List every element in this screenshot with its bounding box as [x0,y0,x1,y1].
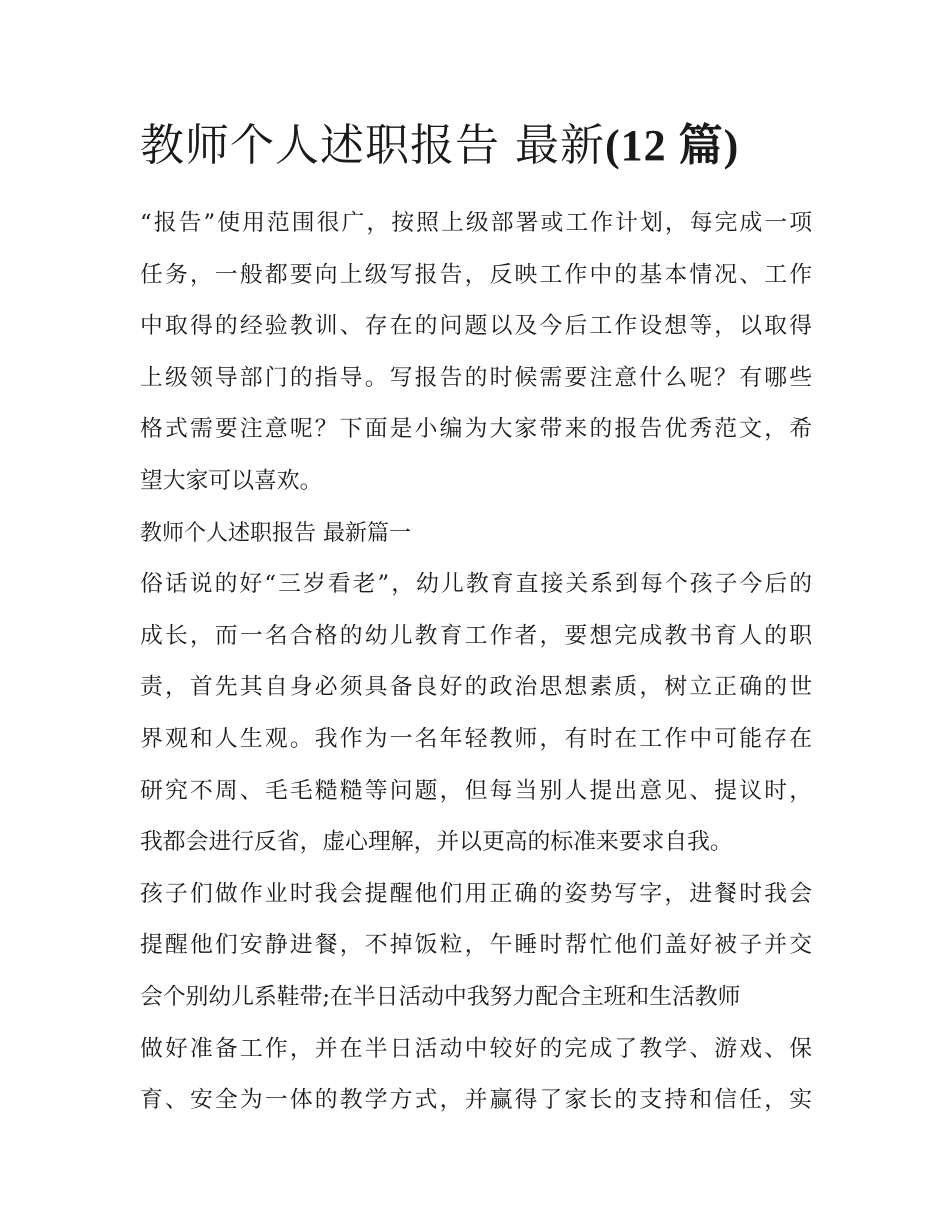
document-body [140,198,812,1127]
paragraph1-line: 俗话说的好“三岁看老”，幼儿教育直接关系到每个孩子今后的 [140,571,812,598]
section-heading: 教师个人述职报告 最新篇一 [140,520,411,546]
intro-line: 中取得的经验教训、存在的问题以及今后工作设想等，以取得 [140,313,812,340]
intro-line: 望大家可以喜欢。 [140,467,323,494]
paragraph2-line: 育、安全为一体的教学方式，并赢得了家长的支持和信任，实 [140,1087,812,1114]
paragraph2-line: 做好准备工作，并在半日活动中较好的完成了教学、游戏、保 [140,1035,812,1062]
title-count: (12 篇) [605,121,740,170]
paragraph1-line: 成长，而一名合格的幼儿教育工作者，要想完成教书育人的职 [140,622,812,649]
title-text: 教师个人述职报告 最新 [140,120,605,171]
paragraph1-line: 研究不周、毛毛糙糙等问题，但每当别人提出意见、提议时， [140,777,812,804]
intro-line: 任务，一般都要向上级写报告，反映工作中的基本情况、工作 [140,261,812,288]
paragraph2-line: 孩子们做作业时我会提醒他们用正确的姿势写字，进餐时我会 [140,880,812,907]
paragraph2-line: 提醒他们安静进餐，不掉饭粒，午睡时帮忙他们盖好被子并交 [140,932,812,959]
intro-line: 上级领导部门的指导。写报告的时候需要注意什么呢？有哪些 [140,364,812,391]
paragraph1-line: 界观和人生观。我作为一名年轻教师，有时在工作中可能存在 [140,725,812,752]
intro-line: 格式需要注意呢？下面是小编为大家带来的报告优秀范文，希 [140,416,812,443]
intro-line: “报告”使用范围很广，按照上级部署或工作计划，每完成一项 [140,210,812,236]
paragraph2-line: 会个别幼儿系鞋带;在半日活动中我努力配合主班和生活教师 [140,983,741,1010]
paragraph1-line: 责，首先其自身必须具备良好的政治思想素质，树立正确的世 [140,674,812,701]
paragraph1-line: 我都会进行反省，虚心理解，并以更高的标准来要求自我。 [140,829,733,856]
document-title [140,116,820,176]
